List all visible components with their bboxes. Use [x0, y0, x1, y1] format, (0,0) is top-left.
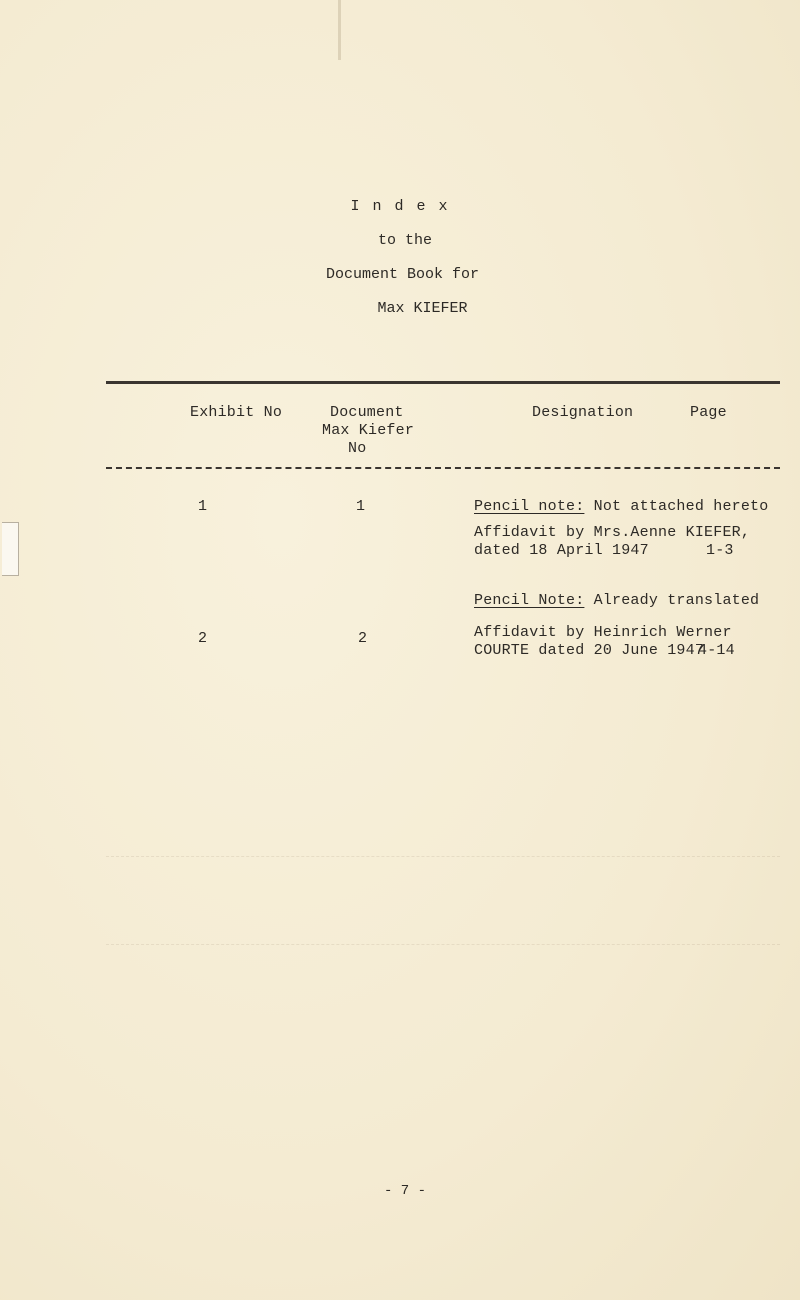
- paper-tab: [2, 522, 19, 576]
- designation-line2: dated 18 April 1947: [474, 542, 649, 559]
- pencil-note: [474, 592, 759, 610]
- show-through-line: [106, 944, 780, 945]
- index-subtitle-name: Max KIEFER: [377, 300, 468, 317]
- pencil-note-text: Not attached hereto: [584, 498, 769, 515]
- column-header-document-line2: Max Kiefer: [322, 422, 415, 439]
- page-range: 4-14: [698, 642, 735, 659]
- pencil-note-label: Pencil Note:: [474, 592, 585, 609]
- column-header-document-line3: No: [348, 440, 367, 457]
- pencil-note-label: Pencil note:: [474, 498, 585, 515]
- page-number: - 7 -: [383, 1183, 426, 1199]
- exhibit-number: 2: [198, 630, 208, 647]
- page-range: 1-3: [706, 542, 734, 559]
- column-header-document-line1: Document: [330, 404, 404, 421]
- document-number: 1: [356, 498, 366, 515]
- pencil-note-text: Already translated: [584, 592, 760, 609]
- pencil-note: [474, 498, 768, 516]
- designation-line1: Affidavit by Mrs.Aenne KIEFER,: [474, 524, 751, 541]
- top-rule: [106, 381, 780, 384]
- show-through-line: [106, 856, 780, 857]
- paper-crease: [338, 0, 341, 60]
- index-subtitle-document-book: Document Book for: [325, 266, 480, 283]
- exhibit-number: 1: [198, 498, 208, 515]
- header-rule: [106, 467, 780, 469]
- column-header-exhibit: Exhibit No: [190, 404, 283, 421]
- designation-line2: COURTE dated 20 June 1947: [474, 642, 705, 659]
- column-header-designation: Designation: [532, 404, 634, 421]
- index-subtitle-to-the: to the: [377, 232, 432, 249]
- document-number: 2: [358, 630, 368, 647]
- index-title: I n d e x: [350, 198, 450, 215]
- column-header-page: Page: [690, 404, 727, 421]
- designation-line1: Affidavit by Heinrich Werner: [474, 624, 732, 641]
